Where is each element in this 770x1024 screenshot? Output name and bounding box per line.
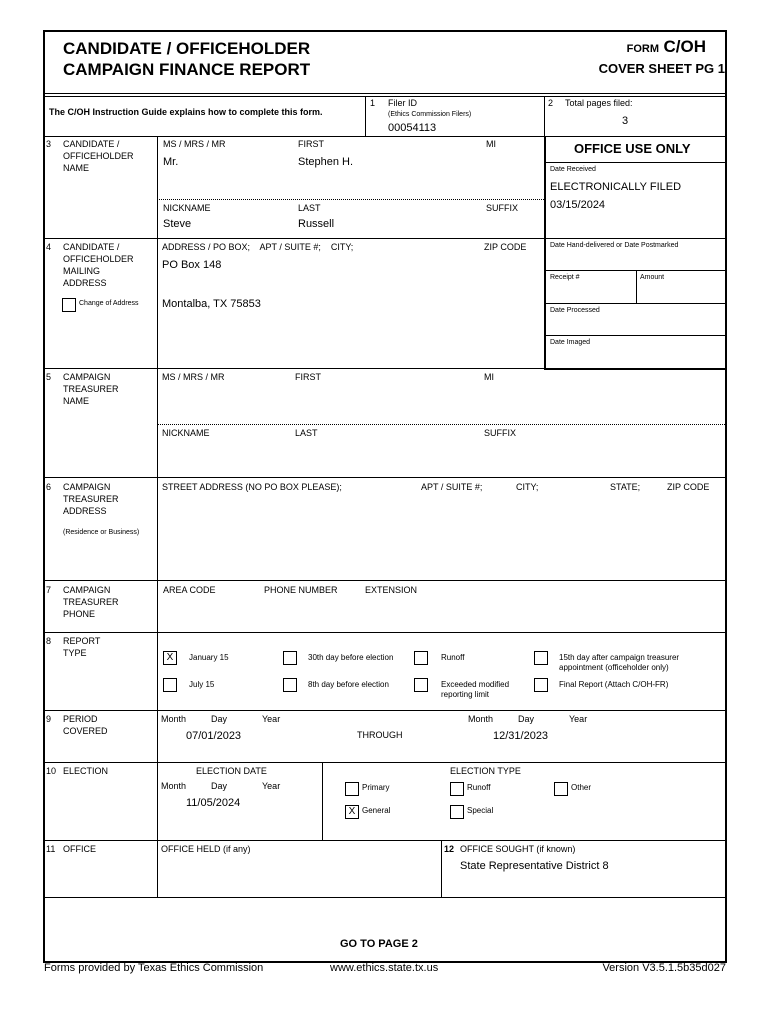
- section-number: 9: [46, 714, 52, 724]
- total-pages-number: 2: [548, 98, 554, 108]
- last-name-value[interactable]: Russell: [298, 218, 335, 230]
- other-label: Other: [571, 783, 592, 792]
- city-label: CITY;: [516, 482, 539, 492]
- total-pages-value[interactable]: 3: [622, 115, 629, 127]
- suffix-label: SUFFIX: [484, 428, 517, 438]
- section-label: CANDIDATE /: [63, 139, 120, 149]
- date-imaged-label: Date Imaged: [550, 339, 591, 346]
- section-label: TREASURER: [63, 384, 119, 394]
- state-label: STATE;: [610, 482, 641, 492]
- 8th-day-checkbox[interactable]: [283, 678, 297, 692]
- primary-checkbox[interactable]: [345, 782, 359, 796]
- general-checkbox[interactable]: X: [345, 805, 359, 819]
- section-label: COVERED: [63, 726, 108, 736]
- title-label: MS / MRS / MR: [163, 139, 226, 149]
- exceeded-limit-label-line2: reporting limit: [441, 690, 490, 699]
- section-label: OFFICEHOLDER: [63, 151, 134, 161]
- phone-number-label: PHONE NUMBER: [264, 585, 338, 595]
- nickname-value[interactable]: Steve: [163, 218, 192, 230]
- area-code-label: AREA CODE: [163, 585, 216, 595]
- form-title-line2: CAMPAIGN FINANCE REPORT: [63, 60, 311, 79]
- election-date-label: ELECTION DATE: [196, 766, 267, 776]
- day-label: Day: [211, 781, 228, 791]
- receipt-label: Receipt #: [550, 274, 580, 281]
- section-label: ADDRESS: [63, 278, 107, 288]
- exceeded-limit-checkbox[interactable]: [414, 678, 428, 692]
- last-name-label: LAST: [295, 428, 318, 438]
- section-label: NAME: [63, 163, 90, 173]
- special-label: Special: [467, 806, 494, 815]
- runoff-election-checkbox[interactable]: [450, 782, 464, 796]
- zip-code-label: ZIP CODE: [484, 242, 527, 252]
- filer-id-label: Filer ID: [388, 98, 417, 108]
- section-number: 8: [46, 636, 52, 646]
- middle-initial-label: MI: [484, 372, 494, 382]
- period-end-date[interactable]: 12/31/2023: [493, 730, 549, 742]
- website-link[interactable]: www.ethics.state.tx.us: [330, 962, 439, 974]
- section-label: PERIOD: [63, 714, 98, 724]
- section-label: TYPE: [63, 648, 87, 658]
- suffix-label: SUFFIX: [486, 203, 519, 213]
- form-prefix: FORM: [626, 43, 660, 55]
- section-label: TREASURER: [63, 597, 119, 607]
- section-label: MAILING: [63, 266, 101, 276]
- residence-note: (Residence or Business): [63, 529, 140, 536]
- day-label: Day: [518, 714, 535, 724]
- month-label: Month: [161, 714, 187, 724]
- section-label: PHONE: [63, 609, 96, 619]
- title-value[interactable]: Mr.: [163, 156, 179, 168]
- address-line1[interactable]: PO Box 148: [162, 259, 222, 271]
- section-number: 4: [46, 242, 52, 252]
- section-label: CAMPAIGN: [63, 585, 111, 595]
- total-pages-label: Total pages filed:: [565, 98, 633, 108]
- july-15-label: July 15: [189, 680, 215, 689]
- office-held-label: OFFICE HELD (if any): [161, 844, 251, 854]
- section-label: TREASURER: [63, 494, 119, 504]
- date-processed-label: Date Processed: [550, 307, 600, 314]
- section-label: OFFICEHOLDER: [63, 254, 134, 264]
- section-label: CAMPAIGN: [63, 372, 111, 382]
- other-checkbox[interactable]: [554, 782, 568, 796]
- exceeded-limit-label-line1: Exceeded modified: [441, 680, 510, 689]
- address-label: ADDRESS / PO BOX; APT / SUITE #; CITY;: [162, 242, 354, 252]
- last-name-label: LAST: [298, 203, 321, 213]
- section-label: REPORT: [63, 636, 101, 646]
- office-sought-value[interactable]: State Representative District 8: [460, 860, 609, 872]
- form-code-value: C/OH: [663, 37, 706, 56]
- office-use-title: OFFICE USE ONLY: [574, 141, 691, 156]
- runoff-checkbox[interactable]: [414, 651, 428, 665]
- section-number: 3: [46, 139, 52, 149]
- january-15-checkbox[interactable]: X: [163, 651, 177, 665]
- election-type-label: ELECTION TYPE: [450, 766, 521, 776]
- instruction-text: The C/OH Instruction Guide explains how to complete this form.: [49, 107, 323, 117]
- 30th-day-label: 30th day before election: [308, 653, 394, 662]
- street-address-label: STREET ADDRESS (NO PO BOX PLEASE);: [162, 482, 342, 492]
- 15th-day-checkbox[interactable]: [534, 651, 548, 665]
- date-received-label: Date Received: [550, 166, 596, 173]
- apt-suite-label: APT / SUITE #;: [421, 482, 483, 492]
- period-start-date[interactable]: 07/01/2023: [186, 730, 242, 742]
- section-label: ADDRESS: [63, 506, 107, 516]
- change-of-address-label: Change of Address: [79, 300, 139, 307]
- year-label: Year: [262, 781, 281, 791]
- section-label: CANDIDATE /: [63, 242, 120, 252]
- address-line2[interactable]: Montalba, TX 75853: [162, 298, 261, 310]
- year-label: Year: [262, 714, 281, 724]
- section-label: ELECTION: [63, 766, 109, 776]
- section-label: NAME: [63, 396, 90, 406]
- final-report-label: Final Report (Attach C/OH-FR): [559, 680, 669, 689]
- provided-by: Forms provided by Texas Ethics Commission: [44, 962, 264, 974]
- section-label: OFFICE: [63, 844, 96, 854]
- filer-id-sublabel: (Ethics Commission Filers): [388, 111, 472, 118]
- primary-label: Primary: [362, 783, 390, 792]
- nickname-label: NICKNAME: [162, 428, 210, 438]
- office-sought-number: 12: [444, 844, 455, 854]
- version-label: Version V3.5.1.5b35d027: [602, 962, 726, 974]
- office-sought-label: OFFICE SOUGHT (if known): [460, 844, 576, 854]
- cover-sheet-label: COVER SHEET PG 1: [598, 61, 725, 76]
- nickname-label: NICKNAME: [163, 203, 211, 213]
- section-number: 6: [46, 482, 52, 492]
- section-number: 11: [46, 844, 56, 854]
- filer-id-value[interactable]: 00054113: [388, 122, 437, 134]
- first-name-value[interactable]: Stephen H.: [298, 156, 354, 168]
- general-label: General: [362, 806, 391, 815]
- middle-initial-label: MI: [486, 139, 496, 149]
- form-code: [627, 37, 706, 57]
- section-label: CAMPAIGN: [63, 482, 111, 492]
- hand-delivered-label: Date Hand-delivered or Date Postmarked: [550, 242, 679, 249]
- zip-code-label: ZIP CODE: [667, 482, 710, 492]
- section-number: 5: [46, 372, 52, 382]
- 15th-day-label-line1: 15th day after campaign treasurer: [559, 653, 680, 662]
- 8th-day-label: 8th day before election: [308, 680, 389, 689]
- filed-status: ELECTRONICALLY FILED: [550, 181, 682, 193]
- july-15-checkbox[interactable]: [163, 678, 177, 692]
- special-checkbox[interactable]: [450, 805, 464, 819]
- go-to-page-2: GO TO PAGE 2: [340, 938, 418, 950]
- january-15-label: January 15: [189, 653, 229, 662]
- final-report-checkbox[interactable]: [534, 678, 548, 692]
- filer-id-number: 1: [370, 98, 376, 108]
- 15th-day-label-line2: appointment (officeholder only): [559, 663, 669, 672]
- 30th-day-checkbox[interactable]: [283, 651, 297, 665]
- runoff-election-label: Runoff: [467, 783, 491, 792]
- through-label: THROUGH: [357, 730, 403, 740]
- first-name-label: FIRST: [298, 139, 324, 149]
- form-title-line1: CANDIDATE / OFFICEHOLDER: [63, 39, 311, 58]
- section-number: 10: [46, 766, 57, 776]
- month-label: Month: [161, 781, 187, 791]
- month-label: Month: [468, 714, 494, 724]
- change-of-address-checkbox[interactable]: [62, 298, 76, 312]
- runoff-label: Runoff: [441, 653, 465, 662]
- extension-label: EXTENSION: [365, 585, 418, 595]
- section-number: 7: [46, 585, 52, 595]
- election-date-value[interactable]: 11/05/2024: [186, 797, 241, 809]
- filed-date: 03/15/2024: [550, 199, 606, 211]
- title-label: MS / MRS / MR: [162, 372, 225, 382]
- year-label: Year: [569, 714, 588, 724]
- amount-label: Amount: [640, 274, 665, 281]
- day-label: Day: [211, 714, 228, 724]
- first-name-label: FIRST: [295, 372, 321, 382]
